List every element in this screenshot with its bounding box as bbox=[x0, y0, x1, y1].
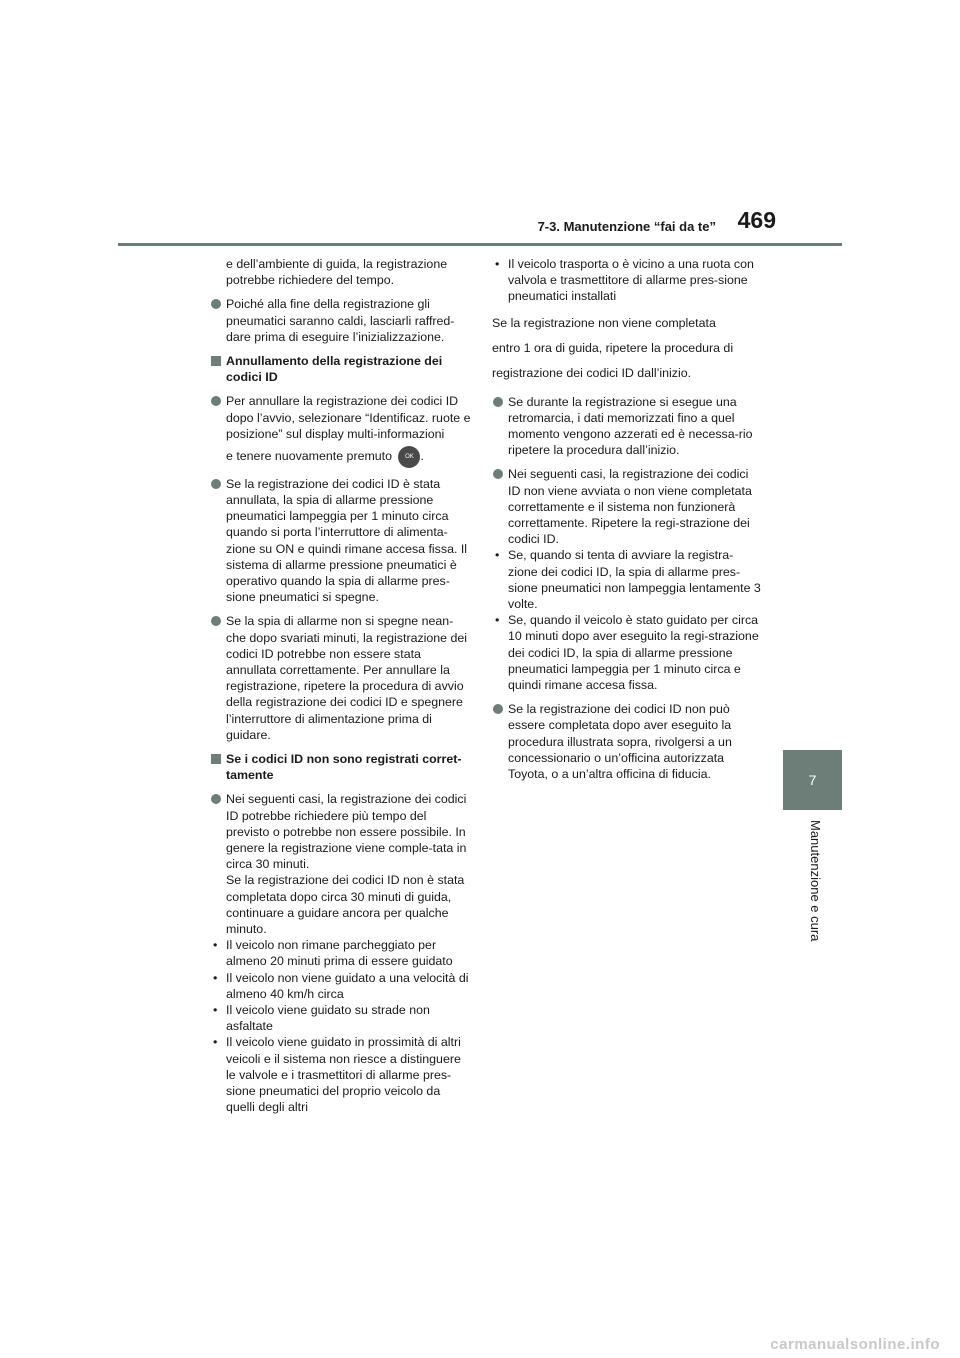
failure-cases-list bbox=[492, 547, 762, 693]
list-item: • Il veicolo non rimane parcheggiato per almeno 20 minuti prima di essere guidato bbox=[210, 937, 472, 969]
bullet-paragraph: Se la registrazione dei codici ID è stata annullata, la spia di allarme pressione pneumatici lampeggia per 1 minuto circa quando si porta l’interruttore di alimenta-zione su ON e quindi rimane accesa fissa. Il sistema di allarme pressione pneumatici è operativo quando la spia di allarme pres-sione pneumatici si spegne. bbox=[210, 476, 472, 606]
list-item: • Il veicolo viene guidato su strade non asfaltate bbox=[210, 1002, 472, 1034]
list-item: • Se, quando si tenta di avviare la registra-zione dei codici ID, la spia di allarme pres-sione pneumatici non lampeggia lentamente 3 volte. bbox=[492, 547, 762, 612]
left-column bbox=[210, 256, 472, 1123]
ok-button-icon: OK bbox=[398, 446, 420, 468]
bullet-paragraph: Se la registrazione dei codici ID non può essere completata dopo aver eseguito la procedura illustrata sopra, rivolgersi a un concessionario o un’officina autorizzata Toyota, o a un’altra officina di fiducia. bbox=[492, 701, 762, 782]
paragraph: e dell’ambiente di guida, la registrazione potrebbe richiedere del tempo. bbox=[226, 257, 448, 288]
paragraph-text: Se la registrazione dei codici ID non è stata completata dopo circa 30 minuti di guida, continuare a guidare ancora per qualche minuto. bbox=[226, 873, 465, 937]
conditions-list-continued bbox=[492, 256, 762, 305]
list-item: • Il veicolo non viene guidato a una velocità di almeno 40 km/h circa bbox=[210, 970, 472, 1002]
bullet-paragraph: Se durante la registrazione si esegue una retromarcia, i dati memorizzati fino a quel momento vengono azzerati ed è necessa-rio ripetere la procedura dall’inizio. bbox=[492, 394, 762, 459]
paragraph: registrazione dei codici ID dall’inizio. bbox=[492, 365, 692, 380]
chapter-label: Manutenzione e cura bbox=[808, 820, 823, 942]
bullet-paragraph: Poiché alla fine della registrazione gli pneumatici saranno caldi, lasciarli raffred-dare prima di eseguire l’inizializzazione. bbox=[210, 296, 472, 345]
bullet-paragraph: Se la spia di allarme non si spegne nean-che dopo svariati minuti, la registrazione dei codici ID potrebbe non essere stata annullata correttamente. Per annullare la registrazione, ripetere la procedura di avvio della registrazione dei codici ID e spegnere l’interruttore di alimentazione prima di guidare. bbox=[210, 613, 472, 743]
header-rule bbox=[118, 243, 842, 246]
bullet-paragraph bbox=[492, 466, 762, 547]
list-item: • Se, quando il veicolo è stato guidato per circa 10 minuti dopo aver eseguito la regi-strazione dei codici ID, la spia di allarme pressione pneumatici lampeggia per 1 minuto circa e quindi rimane accesa fissa. bbox=[492, 612, 762, 693]
page-number: 469 bbox=[737, 207, 776, 233]
paragraph-text: e tenere nuovamente premuto bbox=[226, 449, 393, 464]
list-item: • Il veicolo trasporta o è vicino a una ruota con valvola e trasmettitore di allarme pres-sione pneumatici installati bbox=[492, 256, 762, 305]
bullet-paragraph bbox=[210, 791, 472, 937]
paragraph: Se la registrazione non viene completata bbox=[492, 315, 716, 330]
paragraph-text: Nei seguenti casi, la registrazione dei codici ID non viene avviata o non viene completata correttamente e il sistema non funzionerà correttamente. Ripetere la regi-strazione dei codici ID. bbox=[508, 467, 752, 547]
paragraph-text: Per annullare la registrazione dei codici ID dopo l’avvio, selezionare “Identificaz. ruote e posizione” sul display multi-informazioni bbox=[226, 394, 471, 441]
section-title: 7-3. Manutenzione “fai da te” bbox=[537, 219, 716, 234]
section-heading: Se i codici ID non sono registrati corret-tamente bbox=[210, 751, 472, 783]
chapter-tab[interactable] bbox=[783, 750, 842, 810]
paragraph-text: Nei seguenti casi, la registrazione dei codici ID potrebbe richiedere più tempo del previsto o potrebbe non essere possibile. In genere la registrazione viene comple-tata in circa 30 minuti. bbox=[226, 792, 467, 872]
paragraph: entro 1 ora di guida, ripetere la procedura di bbox=[492, 340, 734, 355]
right-column bbox=[492, 256, 762, 790]
chapter-tab-number: 7 bbox=[808, 772, 817, 788]
paragraph-text: . bbox=[420, 449, 424, 464]
list-item: • Il veicolo viene guidato in prossimità di altri veicoli e il sistema non riesce a distinguere le valvole e i trasmettitori di allarme pres-sione pneumatici del proprio veicolo da quelli degli altri bbox=[210, 1034, 472, 1115]
bullet-paragraph bbox=[210, 393, 472, 467]
conditions-list bbox=[210, 937, 472, 1115]
section-heading: Annullamento della registrazione dei codici ID bbox=[210, 353, 472, 385]
watermark: carmanualsonline.info bbox=[770, 1336, 940, 1353]
